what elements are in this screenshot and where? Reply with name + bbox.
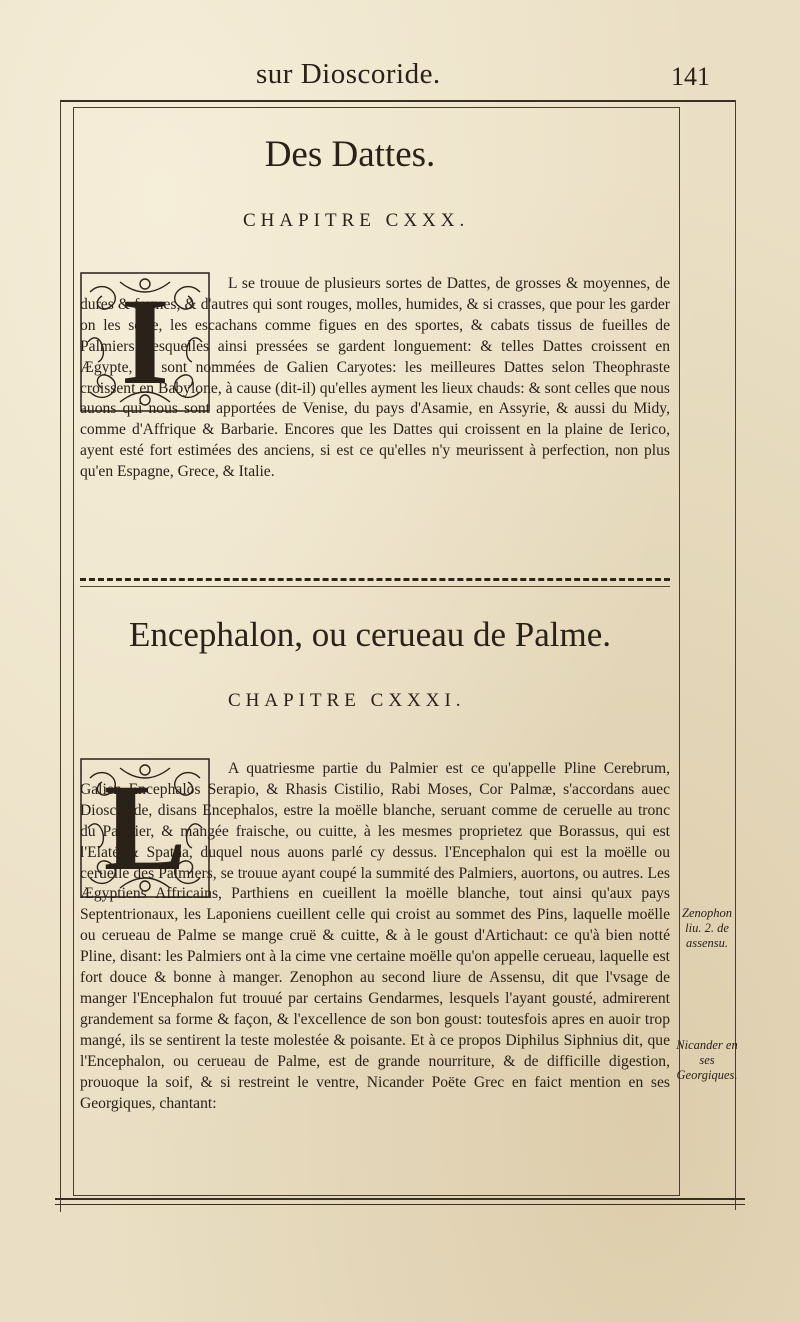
section-divider xyxy=(80,578,670,587)
paragraph-encephalon xyxy=(80,759,670,1114)
paragraph-text: A quatriesme partie du Palmier est ce qu'appelle Pline Cerebrum, Galien Encephalos Serapio, & Rhasis Cistilio, Rabi Moses, Cor Palmæ, s'accordans auec Dioscoride, disans Encephalos, estre la moëlle blanche, seruant comme de ceruelle au tronc du Palmier, & mangée fraische, ou cuitte, à les mesmes proprietez que Borassus, qui est l'Elaté & Spatha, duquel nous auons parlé cy dessus. l'Encephalon qui est la moëlle ou ceruelle des Palmiers, se trouue ayant coupé la summité des Palmiers, auortons, ou autres. Les Ægyptiens Affricains, Parthiens en cueillent la moëlle blanche, tout ainsi qu'aux pays Septentrionaux, les Laponiens cueillent celle qui croist au sommet des Pins, laquelle moëlle ou cerueau de Palme se mange cruë & cuitte, & à le goust d'Artichaut: ce qu'à bien notté Pline, disant: les Palmiers ont à la cime vne certaine moëlle qu'on appelle cerueau, laquelle est fort douce & bonne à manger. Zenophon au second liure de Assensu, dit que l'vsage de manger l'Encephalon fut trouué par certains Gendarmes, lesquels l'ayant gousté, admirerent grandement sa forme & façon, & l'excellence de son bon goust: toutesfois apres en auoir trop mangé, ils se sentirent la teste molestée & poisante. Et à ce propos Diphilus Siphnius dit, que l'Encephalon, ou cerueau de Palme, est de grande nourriture, & de difficille digestion, prouoque la soif, & si restreint le ventre, Nicander Poëte Grec en faict mention en ses Georgiques, chantant: xyxy=(80,760,670,1112)
chapter-heading-131: CHAPITRE CXXXI. xyxy=(228,690,466,711)
running-title: sur Dioscoride. xyxy=(256,58,441,90)
section-title-dates: Des Dattes. xyxy=(264,134,436,175)
paragraph-text: L se trouue de plusieurs sortes de Dattes, de grosses & moyennes, de dures & fermes, & d'autres qui sont rouges, molles, humides, & si crasses, que pour les garder on les serre, les escachans comme figues en des sportes, & cabats tissus de fueilles de Palmiers: lesquelles ainsi pressées se gardent longuement: & telles Dattes croissent en Ægypte, & sont nommées de Galien Caryotes: les meilleures Dattes selon Theophraste croissent en Babylone, à cause (dit-il) qu'elles ayment les lieux chauds: & sont celles que nous auons qui nous sont apportées de Venise, du pays d'Asamie, en Assyrie, & aussi du Midy, comme d'Affrique & Barbarie. Encores que les Dattes qui croissent en la plaine de Ierico, ayent esté fort estimées des anciens, si est ce qu'elles n'y meurissent à perfection, non plus qu'en Espagne, Grece, & Italie. xyxy=(80,275,670,481)
margin-note-nicander: Nicander en ses Georgiques. xyxy=(676,1038,738,1082)
drop-cap-letter: L xyxy=(103,759,187,896)
page-header xyxy=(60,58,735,96)
chapter-heading-130: CHAPITRE CXXX. xyxy=(243,210,470,231)
margin-note-zenophon: Zenophon liu. 2. de assensu. xyxy=(682,906,732,950)
drop-cap-letter: I xyxy=(120,273,170,410)
page-number: 141 xyxy=(671,62,710,91)
section-title-encephalon: Encephalon, ou cerueau de Palme. xyxy=(128,615,612,654)
paragraph-dates xyxy=(80,274,670,483)
bottom-frame-rule xyxy=(55,1198,745,1205)
